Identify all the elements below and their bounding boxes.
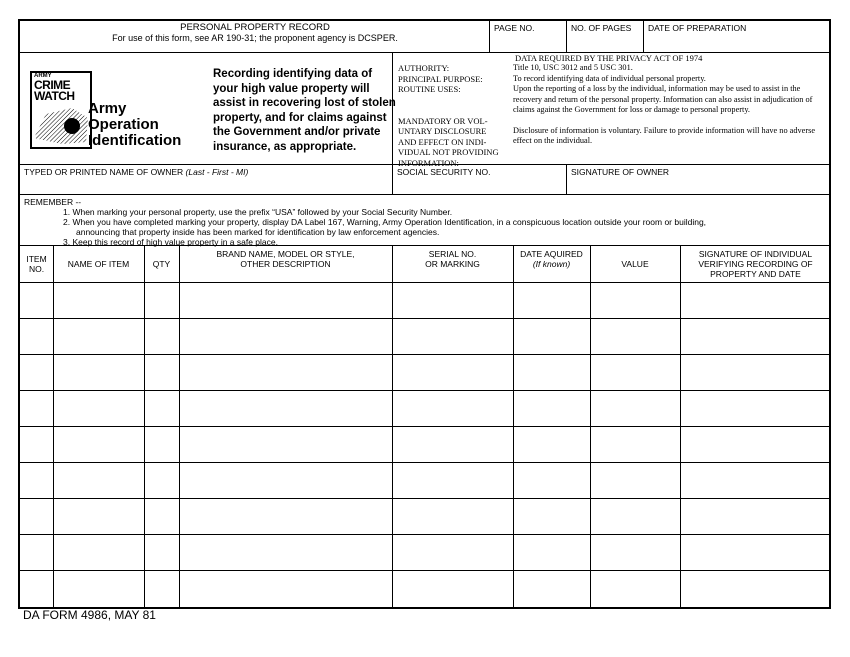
date-acquired-cell[interactable]: [514, 319, 590, 354]
col-name-of-item: NAME OF ITEM: [67, 259, 130, 269]
value-cell[interactable]: [591, 355, 680, 390]
table-row: [20, 499, 831, 534]
logo-line-operation: Operation: [88, 116, 159, 133]
serial-cell[interactable]: [393, 463, 513, 498]
qty-cell[interactable]: [145, 391, 179, 426]
col-sig-line1: SIGNATURE OF INDIVIDUAL: [698, 249, 813, 259]
table-row: [20, 355, 831, 390]
serial-cell[interactable]: [393, 355, 513, 390]
table-row-divider: [20, 462, 831, 463]
signature-cell[interactable]: [681, 499, 831, 534]
col-serial-line1: SERIAL NO.: [428, 249, 477, 259]
name-of-item-cell[interactable]: [54, 355, 144, 390]
logo-line-identification: Identification: [88, 132, 182, 149]
crime-watch-logo: [30, 71, 92, 149]
serial-cell[interactable]: [393, 319, 513, 354]
serial-cell[interactable]: [393, 283, 513, 318]
serial-cell[interactable]: [393, 535, 513, 570]
logo-text-block: [88, 101, 181, 149]
item-no-cell[interactable]: [21, 571, 53, 609]
name-of-item-cell[interactable]: [54, 499, 144, 534]
qty-cell[interactable]: [145, 427, 179, 462]
table-row-divider: [20, 498, 831, 499]
value-cell[interactable]: [591, 535, 680, 570]
owner-signature-label: SIGNATURE OF OWNER: [571, 167, 670, 177]
value-cell[interactable]: [591, 319, 680, 354]
item-no-cell[interactable]: [21, 319, 53, 354]
mandatory-label-2: UNTARY DISCLOSURE: [398, 126, 487, 136]
col-date-line1: DATE AQUIRED: [520, 249, 583, 259]
col-brand: [179, 246, 392, 282]
col-brand-line2: OTHER DESCRIPTION: [240, 259, 331, 269]
item-no-cell[interactable]: [21, 463, 53, 498]
mandatory-label-1: MANDATORY OR VOL-: [398, 115, 488, 126]
form-number: DA FORM 4986, MAY 81: [23, 608, 156, 622]
purpose-label: PRINCIPAL PURPOSE:: [398, 73, 483, 84]
no-of-pages-field[interactable]: [567, 33, 643, 51]
signature-cell[interactable]: [681, 283, 831, 318]
value-cell[interactable]: [591, 391, 680, 426]
table-row: [20, 319, 831, 354]
remember-item-1: 1. When marking your personal property, use the prefix “USA” followed by your Social Security Number.: [63, 207, 453, 217]
brand-cell[interactable]: [180, 463, 392, 498]
remember-item-2a: 2. When you have completed marking your property, display DA Label 167, Warning, Army Operation Identification, in a conspicuous location outside your room or building,: [63, 217, 707, 227]
date-acquired-cell[interactable]: [514, 463, 590, 498]
mandatory-label-3: AND EFFECT ON INDI-: [398, 136, 487, 147]
brand-cell[interactable]: [180, 535, 392, 570]
name-of-item-cell[interactable]: [54, 463, 144, 498]
qty-cell[interactable]: [145, 319, 179, 354]
serial-cell[interactable]: [393, 391, 513, 426]
signature-cell[interactable]: [681, 571, 831, 609]
name-of-item-cell[interactable]: [54, 283, 144, 318]
privacy-labels: [398, 63, 499, 168]
col-sig-line2: VERIFYING RECORDING OF: [698, 259, 813, 269]
remember-block: [24, 197, 824, 247]
routine-uses-text: Upon the reporting of a loss by the individual, information may be used to assist in the recovery and return of the personal property. Information can also assist in adjudication of claims against the Government for loss or damage to personal property.: [513, 84, 813, 114]
signature-cell[interactable]: [681, 427, 831, 462]
brand-cell[interactable]: [180, 355, 392, 390]
property-record-form: [18, 19, 831, 609]
purpose-text: To record identifying data of individual personal property.: [513, 73, 706, 83]
value-cell[interactable]: [591, 463, 680, 498]
remember-item-3: 3. Keep this record of high value property in a safe place.: [63, 237, 278, 247]
col-signature: [680, 246, 831, 282]
logo-badge-line2: WATCH: [34, 89, 75, 103]
qty-cell[interactable]: [145, 355, 179, 390]
table-column-divider: [392, 246, 393, 609]
table-column-divider: [680, 246, 681, 609]
table-column-divider: [144, 246, 145, 609]
col-item-no-line2: NO.: [28, 264, 45, 274]
name-of-item-cell[interactable]: [54, 391, 144, 426]
value-cell[interactable]: [591, 283, 680, 318]
signature-cell[interactable]: [681, 355, 831, 390]
brand-cell[interactable]: [180, 319, 392, 354]
name-of-item-cell[interactable]: [54, 535, 144, 570]
table-column-divider: [590, 246, 591, 609]
owner-name-hint: (Last - First - MI): [185, 167, 249, 177]
brand-cell[interactable]: [180, 283, 392, 318]
col-serial: [392, 246, 513, 282]
signature-cell[interactable]: [681, 535, 831, 570]
date-acquired-cell[interactable]: [514, 427, 590, 462]
table-column-divider: [513, 246, 514, 609]
form-title-block: [20, 22, 490, 44]
qty-cell[interactable]: [145, 535, 179, 570]
table-row: [20, 571, 831, 609]
authority-text: Title 10, USC 3012 and 5 USC 301.: [513, 63, 633, 72]
date-acquired-cell[interactable]: [514, 499, 590, 534]
item-no-cell[interactable]: [21, 391, 53, 426]
form-description: Recording identifying data of your high value property will assist in recovering lost of stolen property, and for claims against the Government and/or private insurance, as appropriate.: [213, 68, 396, 153]
table-column-divider: [53, 246, 54, 609]
item-no-cell[interactable]: [21, 499, 53, 534]
name-of-item-cell[interactable]: [54, 427, 144, 462]
signature-cell[interactable]: [681, 391, 831, 426]
table-row: [20, 427, 831, 462]
qty-cell[interactable]: [145, 283, 179, 318]
item-no-cell[interactable]: [21, 355, 53, 390]
col-date-acquired: [513, 246, 590, 282]
table-row-divider: [20, 534, 831, 535]
item-no-cell[interactable]: [21, 283, 53, 318]
table-row: [20, 283, 831, 318]
logo-badge-line1: CRIME: [34, 78, 71, 92]
name-of-item-cell[interactable]: [54, 319, 144, 354]
date-acquired-cell[interactable]: [514, 391, 590, 426]
page-no-field[interactable]: [490, 33, 566, 51]
form-subtitle: For use of this form, see AR 190-31; the proponent agency is DCSPER.: [112, 33, 398, 43]
signature-cell[interactable]: [681, 463, 831, 498]
mandatory-text: Disclosure of information is voluntary. Failure to provide information will have no adverse effect on the individual.: [513, 125, 815, 145]
date-of-preparation-field[interactable]: [644, 33, 831, 51]
signature-cell[interactable]: [681, 319, 831, 354]
name-of-item-cell[interactable]: [54, 571, 144, 609]
owner-name-label: [24, 167, 248, 177]
form-title: PERSONAL PROPERTY RECORD: [180, 22, 330, 33]
authority-label: AUTHORITY:: [398, 63, 450, 73]
mandatory-label-4: VIDUAL NOT PROVIDING: [398, 147, 499, 157]
owner-name-field[interactable]: [21, 177, 391, 194]
routine-uses-label: ROUTINE USES:: [398, 84, 461, 94]
value-cell[interactable]: [591, 571, 680, 609]
logo-line-army: Army: [88, 100, 127, 117]
ssn-field[interactable]: [393, 177, 566, 194]
logo-badge-top: ARMY: [34, 73, 52, 79]
table-row: [20, 391, 831, 426]
privacy-texts: [513, 63, 825, 147]
table-row-divider: [20, 390, 831, 391]
col-value: VALUE: [621, 259, 649, 269]
table-row-divider: [20, 318, 831, 319]
remember-title: REMEMBER --: [24, 197, 82, 207]
brand-cell[interactable]: [180, 427, 392, 462]
qty-cell[interactable]: [145, 571, 179, 609]
mandatory-label-5: INFORMATION:: [398, 157, 459, 168]
item-no-cell[interactable]: [21, 427, 53, 462]
dog-emblem-icon: [32, 104, 90, 146]
table-row: [20, 463, 831, 498]
date-of-preparation-label: DATE OF PREPARATION: [648, 23, 747, 33]
privacy-act-title: DATA REQUIRED BY THE PRIVACY ACT OF 1974: [515, 53, 703, 63]
table-row-divider: [20, 426, 831, 427]
value-cell[interactable]: [591, 427, 680, 462]
table-column-divider: [179, 246, 180, 609]
brand-cell[interactable]: [180, 391, 392, 426]
col-serial-line2: OR MARKING: [425, 259, 480, 269]
qty-cell[interactable]: [145, 499, 179, 534]
date-acquired-cell[interactable]: [514, 355, 590, 390]
table-row: [20, 535, 831, 570]
brand-cell[interactable]: [180, 571, 392, 609]
owner-name-label-text: TYPED OR PRINTED NAME OF OWNER: [24, 167, 184, 177]
col-sig-line3: PROPERTY AND DATE: [710, 269, 801, 279]
date-acquired-cell[interactable]: [514, 535, 590, 570]
table-row-divider: [20, 354, 831, 355]
owner-signature-field[interactable]: [567, 177, 831, 194]
col-item-no: [20, 246, 53, 282]
date-acquired-cell[interactable]: [514, 571, 590, 609]
col-brand-line1: BRAND NAME, MODEL OR STYLE,: [216, 249, 355, 259]
brand-cell[interactable]: [180, 499, 392, 534]
qty-cell[interactable]: [145, 463, 179, 498]
col-date-line2: (If known): [532, 259, 571, 269]
serial-cell[interactable]: [393, 499, 513, 534]
item-no-cell[interactable]: [21, 535, 53, 570]
value-cell[interactable]: [591, 499, 680, 534]
table-row-divider: [20, 570, 831, 571]
remember-item-2b: announcing that property inside has been marked for identification by law enforcement agencies.: [76, 227, 440, 237]
serial-cell[interactable]: [393, 427, 513, 462]
col-qty: QTY: [152, 259, 171, 269]
col-item-no-line1: ITEM: [26, 254, 47, 264]
ssn-label: SOCIAL SECURITY NO.: [397, 167, 491, 177]
no-of-pages-label: NO. OF PAGES: [571, 23, 632, 33]
serial-cell[interactable]: [393, 571, 513, 609]
page-no-label: PAGE NO.: [494, 23, 535, 33]
date-acquired-cell[interactable]: [514, 283, 590, 318]
